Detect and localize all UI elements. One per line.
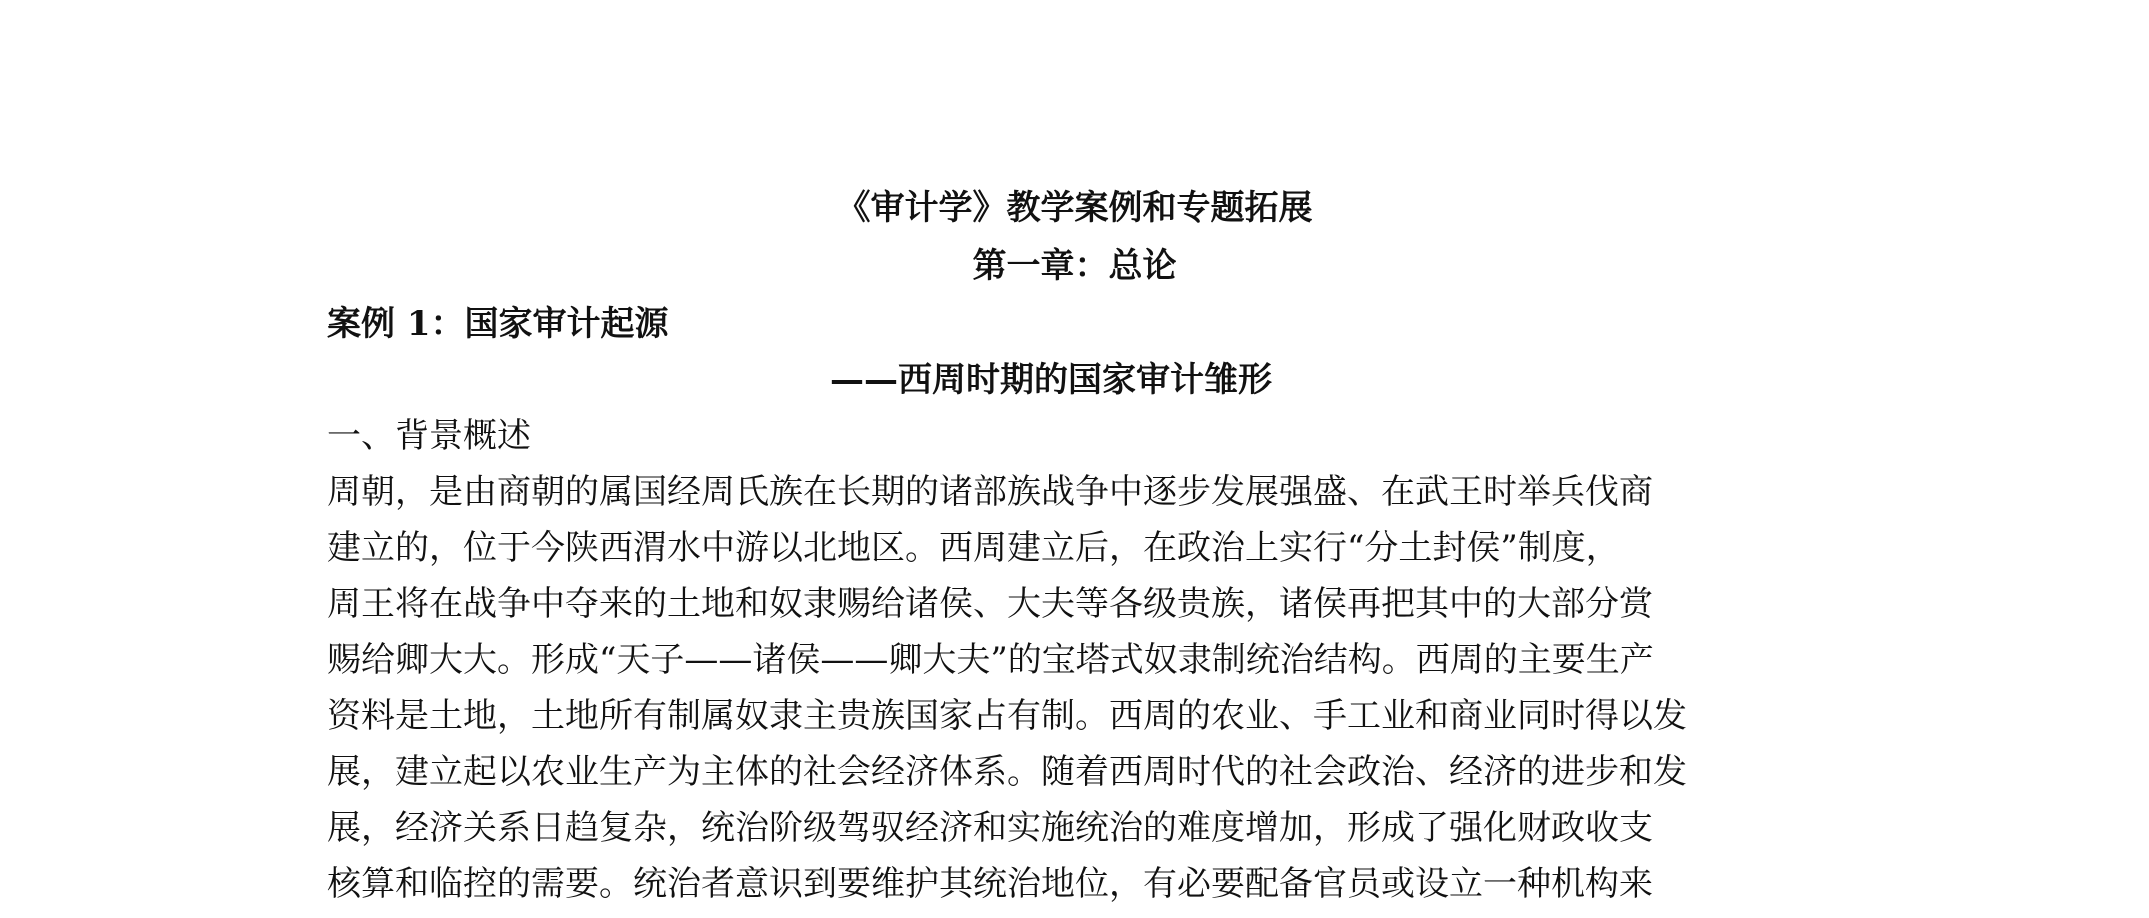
body-line: 周朝，是由商朝的属国经周氏族在长期的诸部族战争中逐步发展强盛、在武王时举兵伐商 [327,472,1653,512]
document-title: 《审计学》教学案例和专题拓展 [836,188,1313,228]
body-line: 赐给卿大大。形成“天子——诸侯——卿大夫”的宝塔式奴隶制统治结构。西周的主要生产 [327,640,1654,680]
chapter-heading: 第一章：总论 [972,246,1177,286]
body-line: 展，经济关系日趋复杂，统治阶级驾驭经济和实施统治的难度增加，形成了强化财政收支 [327,808,1653,848]
body-line: 展，建立起以农业生产为主体的社会经济体系。随着西周时代的社会政治、经济的进步和发 [327,752,1687,792]
body-line: 资料是土地，土地所有制属奴隶主贵族国家占有制。西周的农业、手工业和商业同时得以发 [327,696,1687,736]
case-heading: 案例 1：国家审计起源 [327,304,669,344]
case-subheading: ——西周时期的国家审计雏形 [830,360,1272,400]
body-line: 建立的，位于今陕西渭水中游以北地区。西周建立后，在政治上实行“分土封侯”制度， [327,528,1620,568]
body-line: 周王将在战争中夺来的土地和奴隶赐给诸侯、大夫等各级贵族，诸侯再把其中的大部分赏 [327,584,1653,624]
body-line: 核算和临控的需要。统治者意识到要维护其统治地位，有必要配备官员或设立一种机构来 [327,864,1653,904]
section-heading: 一、背景概述 [327,416,531,456]
body-paragraph [327,470,1827,918]
